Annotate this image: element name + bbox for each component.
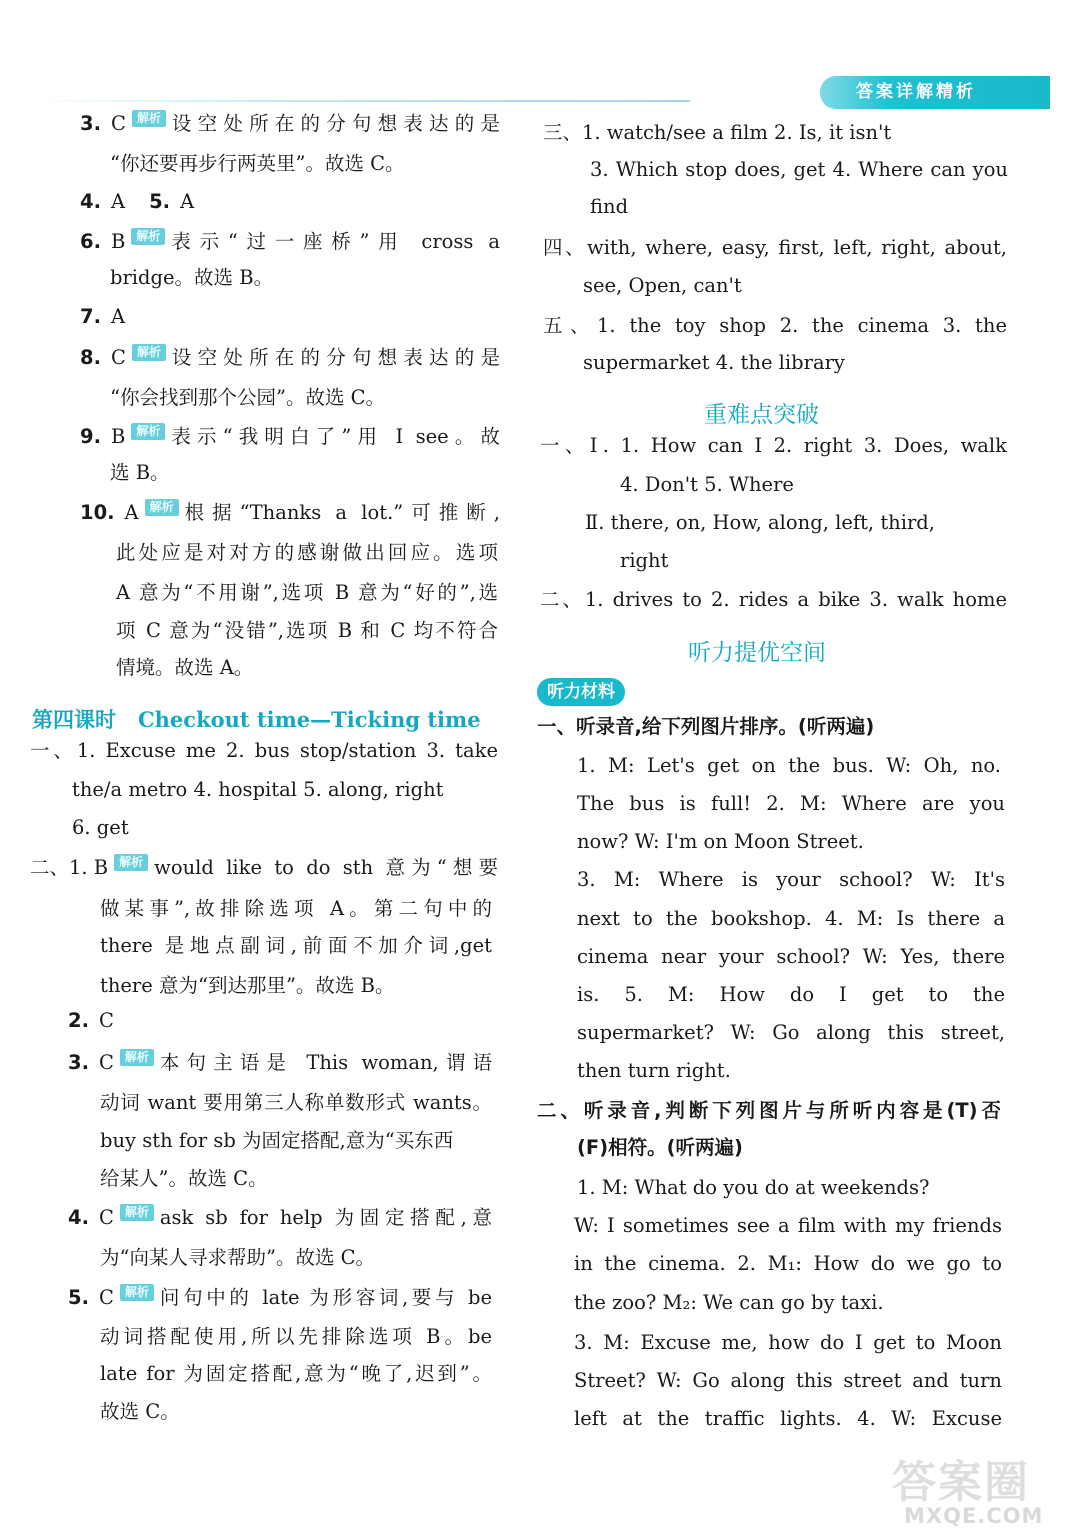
answer-text: 为“向某人寻求帮助”。故选 C。 xyxy=(100,1246,376,1269)
answer-text: 给某人”。故选 C。 xyxy=(100,1167,268,1190)
answer-line xyxy=(577,905,1005,933)
answer-line xyxy=(574,1367,1002,1395)
answer-line xyxy=(30,854,498,882)
analysis-tag: 解析 xyxy=(114,854,148,871)
analysis-text: 设空处所在的分句想表达的是 xyxy=(171,346,500,369)
answer-line xyxy=(68,1204,492,1232)
answer-line xyxy=(537,713,874,741)
answer-banner: 答案详解精析 xyxy=(820,76,1050,109)
answer-text: 二、听录音,判断下列图片与所听内容是(T)否 xyxy=(537,1099,1001,1122)
answer-text: 1. M: Let's get on the bus. W: Oh, no. xyxy=(577,754,1001,777)
answer-text: 3. M: Excuse me, how do I get to Moon xyxy=(574,1331,1002,1354)
answer-line xyxy=(68,1007,114,1035)
answer-line xyxy=(100,1089,492,1117)
answer-text: Ⅱ. there, on, How, along, left, third, xyxy=(585,511,935,534)
answer-text: 3. Which stop does, get 4. Where can you xyxy=(590,158,1008,181)
answer-text: bridge。故选 B。 xyxy=(110,266,274,289)
answer-line xyxy=(80,344,500,372)
item-number: 9. xyxy=(80,425,101,448)
answer-line xyxy=(590,156,1008,184)
answer-text: the/a metro 4. hospital 5. along, right xyxy=(72,778,444,801)
analysis-text: 表示“过一座桥”用 cross a xyxy=(171,230,500,253)
answer-line xyxy=(574,1212,1002,1240)
answer-line xyxy=(68,1049,492,1077)
answer-line xyxy=(68,1284,492,1312)
answer-line xyxy=(543,234,1007,262)
item-number: 2. xyxy=(68,1009,89,1032)
analysis-text: 设空处所在的分句想表达的是 xyxy=(171,112,500,135)
answer-text: left at the traffic lights. 4. W: Excuse xyxy=(574,1407,1002,1430)
answer-line xyxy=(80,499,500,527)
answer-line xyxy=(577,752,1001,780)
answer-line xyxy=(80,188,194,216)
answer-text: “你还要再步行两英里”。故选 C。 xyxy=(110,152,405,175)
answer-text: C xyxy=(110,346,126,369)
answer-text: W: I sometimes see a film with my friends xyxy=(574,1214,1002,1237)
answer-line xyxy=(100,972,394,1000)
analysis-tag: 解析 xyxy=(120,1284,154,1301)
answer-line xyxy=(537,1097,1001,1125)
answer-line xyxy=(100,1360,492,1388)
answer-text: in the cinema. 2. M₁: How do we go to xyxy=(574,1252,1002,1275)
answer-text: cinema near your school? W: Yes, there xyxy=(577,945,1005,968)
answer-text: 一、1. Excuse me 2. bus stop/station 3. take xyxy=(30,739,498,762)
answer-line xyxy=(80,228,500,256)
answer-line xyxy=(30,737,498,765)
answer-text: A xyxy=(180,190,195,213)
item-number: 5. xyxy=(68,1286,89,1309)
answer-text: find xyxy=(590,195,629,218)
answer-text: C xyxy=(98,1051,114,1074)
answer-text: 6. get xyxy=(72,816,129,839)
answer-text: next to the bookshop. 4. M: Is there a xyxy=(577,907,1005,930)
item-number: 6. xyxy=(80,230,101,253)
answer-text: 选 B。 xyxy=(110,461,170,484)
answer-text: The bus is full! 2. M: Where are you xyxy=(577,792,1005,815)
answer-line xyxy=(577,1134,743,1162)
answer-text: 情境。故选 A。 xyxy=(116,656,254,679)
answer-text: 此处应是对对方的感谢做出回应。选项 xyxy=(116,541,498,564)
watermark-logo: 答案圈 xyxy=(892,1457,1030,1508)
lesson-label: 第四课时 xyxy=(32,707,116,732)
answer-line xyxy=(574,1250,1002,1278)
answer-text: late for 为固定搭配,意为“晚了,迟到”。 xyxy=(100,1362,492,1385)
analysis-tag: 解析 xyxy=(120,1049,154,1066)
answer-line xyxy=(110,384,385,412)
answer-line xyxy=(585,509,935,537)
watermark xyxy=(888,1448,1058,1532)
answer-text: 4. Don't 5. Where xyxy=(620,473,794,496)
watermark-url: MXQE.COM xyxy=(904,1504,1044,1528)
answer-line xyxy=(543,312,1007,340)
answer-text: supermarket 4. the library xyxy=(583,351,845,374)
answer-line xyxy=(577,1174,929,1202)
answer-text: B xyxy=(110,425,126,448)
answer-line xyxy=(540,586,1007,614)
answer-line xyxy=(72,776,443,804)
answer-line xyxy=(590,193,628,221)
answer-text: (F)相符。(听两遍) xyxy=(577,1136,743,1159)
answer-line xyxy=(100,895,492,923)
answer-text: 一、听录音,给下列图片排序。(听两遍) xyxy=(537,715,875,738)
analysis-text: 根据“Thanks a lot.”可推断, xyxy=(184,501,500,524)
analysis-tag: 解析 xyxy=(132,110,166,127)
item-number: 4. xyxy=(80,190,101,213)
answer-text: 二、1. drives to 2. rides a bike 3. walk home xyxy=(540,588,1007,611)
answer-line xyxy=(110,459,170,487)
answer-text: A xyxy=(110,190,126,213)
answer-line xyxy=(100,1323,492,1351)
analysis-text: 表示“我明白了”用 I see。故 xyxy=(171,425,500,448)
answer-text: 三、1. watch/see a film 2. Is, it isn't xyxy=(543,121,892,144)
answer-line xyxy=(583,272,742,300)
answer-text: 项 C 意为“没错”,选项 B 和 C 均不符合 xyxy=(116,619,498,642)
answer-text: there 是地点副词,前面不加介词,get xyxy=(100,934,492,957)
answer-text: is. 5. M: How do I get to the xyxy=(577,983,1005,1006)
answer-text: 动词搭配使用,所以先排除选项 B。be xyxy=(100,1325,492,1348)
answer-text: 二、1. B xyxy=(30,856,109,879)
answer-line xyxy=(583,349,845,377)
answer-text: see, Open, can't xyxy=(583,274,742,297)
section-heading-lesson4 xyxy=(32,704,481,734)
answer-text: 一、Ⅰ. 1. How can I 2. right 3. Does, walk xyxy=(540,434,1007,457)
answer-line xyxy=(100,1127,453,1155)
analysis-text: would like to do sth 意为“想要 xyxy=(154,856,498,879)
answer-line xyxy=(100,1244,375,1272)
answer-line xyxy=(110,150,405,178)
answer-line xyxy=(80,423,500,451)
item-number: 3. xyxy=(80,112,101,135)
answer-line xyxy=(577,981,1005,1009)
lesson-title: Checkout time—Ticking time xyxy=(137,707,481,732)
answer-text: then turn right. xyxy=(577,1059,731,1082)
answer-line xyxy=(574,1289,884,1317)
answer-text: 故选 C。 xyxy=(100,1400,180,1423)
answer-line xyxy=(116,617,498,645)
answer-text: “你会找到那个公园”。故选 C。 xyxy=(110,386,386,409)
answer-text: there 意为“到达那里”。故选 B。 xyxy=(100,974,395,997)
analysis-text: ask sb for help 为固定搭配,意 xyxy=(159,1206,492,1229)
analysis-text: 本句主语是 This woman,谓语 xyxy=(159,1051,492,1074)
item-number: 4. xyxy=(68,1206,89,1229)
answer-text: C xyxy=(98,1206,114,1229)
item-number: 3. xyxy=(68,1051,89,1074)
answer-text: right xyxy=(620,549,669,572)
section-title-key-points: 重难点突破 xyxy=(704,402,819,428)
answer-text: C xyxy=(98,1009,114,1032)
answer-text: supermarket? W: Go along this street, xyxy=(577,1021,1005,1044)
answer-line xyxy=(540,432,1007,460)
analysis-text: 问句中的 late 为形容词,要与 be xyxy=(159,1286,492,1309)
answer-line xyxy=(116,654,253,682)
answer-text: 1. M: What do you do at weekends? xyxy=(577,1176,930,1199)
answer-line xyxy=(100,1398,180,1426)
answer-text: buy sth for sb 为固定搭配,意为“买东西 xyxy=(100,1129,454,1152)
answer-text: 动词 want 要用第三人称单数形式 wants。 xyxy=(100,1091,492,1114)
answer-text: now? W: I'm on Moon Street. xyxy=(577,830,864,853)
answer-line xyxy=(543,119,891,147)
answer-text: C xyxy=(110,112,126,135)
section-title-listening: 听力提优空间 xyxy=(688,640,826,666)
analysis-tag: 解析 xyxy=(145,499,179,516)
answer-text: 做某事”,故排除选项 A。第二句中的 xyxy=(100,897,492,920)
answer-line xyxy=(577,828,864,856)
answer-line xyxy=(80,110,500,138)
analysis-tag: 解析 xyxy=(131,423,165,440)
analysis-tag: 解析 xyxy=(120,1204,154,1221)
answer-text: 3. M: Where is your school? W: It's xyxy=(577,868,1005,891)
answer-line xyxy=(577,943,1005,971)
answer-line xyxy=(620,471,794,499)
answer-text: 四、with, where, easy, first, left, right, about, xyxy=(543,236,1007,259)
answer-line xyxy=(577,790,1005,818)
answer-line xyxy=(577,866,1005,894)
answer-line xyxy=(110,264,273,292)
item-number: 5. xyxy=(149,190,171,213)
answer-text: 五、1. the toy shop 2. the cinema 3. the xyxy=(543,314,1007,337)
header-rule xyxy=(30,100,690,102)
answer-text: A xyxy=(124,501,139,524)
answer-line xyxy=(100,1165,268,1193)
answer-line xyxy=(100,932,492,960)
answer-line xyxy=(72,814,129,842)
answer-text: the zoo? M₂: We can go by taxi. xyxy=(574,1291,884,1314)
answer-line xyxy=(577,1019,1005,1047)
answer-line xyxy=(116,539,498,567)
answer-line xyxy=(574,1329,1002,1357)
answer-text: B xyxy=(110,230,126,253)
answer-line xyxy=(116,579,498,607)
listening-material-badge: 听力材料 xyxy=(537,678,625,706)
answer-text: A 意为“不用谢”,选项 B 意为“好的”,选 xyxy=(116,581,498,604)
item-number: 8. xyxy=(80,346,101,369)
answer-line xyxy=(620,547,668,575)
analysis-tag: 解析 xyxy=(132,344,166,361)
answer-text: C xyxy=(98,1286,114,1309)
item-number: 7. xyxy=(80,305,101,328)
answer-text: A xyxy=(110,305,126,328)
analysis-tag: 解析 xyxy=(131,228,165,245)
answer-line xyxy=(80,303,125,331)
answer-text: Street? W: Go along this street and turn xyxy=(574,1369,1002,1392)
answer-line xyxy=(577,1057,731,1085)
answer-line xyxy=(574,1405,1002,1433)
item-number: 10. xyxy=(80,501,115,524)
